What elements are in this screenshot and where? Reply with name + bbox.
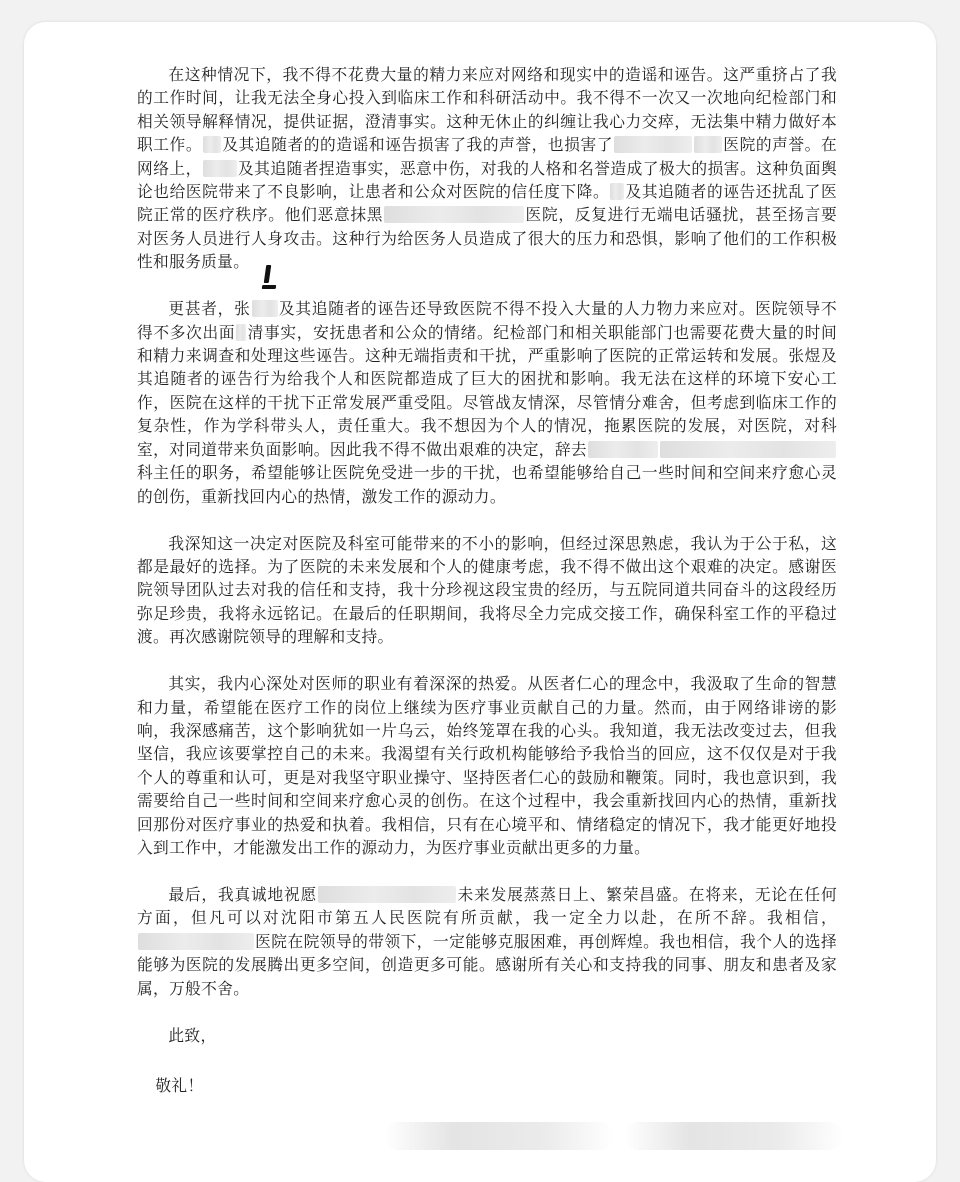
redacted-text bbox=[203, 136, 221, 153]
paragraph-text: 及其追随者的诬告还扰乱了医院正常的医疗秩序。他们恶意抹黑 bbox=[137, 182, 837, 225]
letter-body bbox=[137, 63, 837, 1097]
paragraph-text: 最后，我真诚地祝愿 bbox=[168, 884, 318, 904]
paragraph-text: 医院，反复进行无端电话骚扰，甚至扬言要对医务人员进行人身攻击。这种行为给医务人员造成了很大的压力和恐惧，影响了他们的工作积极性和服务质量。 bbox=[137, 205, 838, 272]
paragraph-text: 其实，我内心深处对医师的职业有着深深的热爱。从医者仁心的理念中，我汲取了生命的智慧和力量，希望能在医疗工作的岗位上继续为医疗事业贡献自己的力量。然而，由于网络诽谤的影响，我深感痛苦，这个影响犹如一片乌云，始终笼罩在我的心头。我知道，我无法改变过去，但我坚信，我应该要掌控自己的未来。我渴望有关行政机构能够给予我恰当的回应，这不仅仅是对于我个人的尊重和认可，更是对我坚守职业操守、坚持医者仁心的鼓励和鞭策。同时，我也意识到，我需要给自己一些时间和空间来疗愈心灵的创伤。在这个过程中，我会重新找回内心的热情，重新找回那份对医疗事业的热爱和执着。我相信，只有在心境平和、情绪稳定的情况下，我才能更好地投入到工作中，才能激发出工作的源动力，为医疗事业贡献出更多的力量。 bbox=[137, 674, 837, 857]
paragraph-text: 清事实，安抚患者和公众的情绪。纪检部门和相关职能部门也需要花费大量的时间和精力来调查和处理这些诬告。这种无端指责和干扰，严重影响了医院的正常运转和发展。张煜及其追随者的诬告行为给我个人和医院都造成了巨大的困扰和影响。我无法在这样的环境下安心工作，医院在这样的干扰下正常发展严重受阻。尽管战友情深，尽管情分难舍，但考虑到临床工作的复杂性，作为学科带头人，责任重大。我不想因为个人的情况，拖累医院的发展，对医院，对科室，对同道带来负面影响。因此我不得不做出艰难的决定，辞去 bbox=[137, 322, 837, 459]
paragraph-text: 更甚者，张 bbox=[168, 299, 251, 319]
paragraph-text: 科主任的职务，希望能够让医院免受进一步的干扰，也希望能够给自己一些时间和空间来疗愈心灵的创伤，重新找回内心的热情，激发工作的源动力。 bbox=[137, 463, 837, 506]
letter-paragraph bbox=[137, 297, 837, 508]
redacted-text bbox=[614, 136, 692, 153]
paragraph-text: 未来发展蒸蒸日上、繁荣昌盛。在将来，无论在任何方面，但凡可以对沈阳市第五人民医院有所贡献，我一定全力以赴，在所不辞。我相信， bbox=[137, 884, 837, 928]
letter-closing: 此致， bbox=[168, 1025, 217, 1045]
letter-paragraph bbox=[137, 672, 837, 859]
paragraph-text: 我深知这一决定对医院及科室可能带来的不小的影响，但经过深思熟虑，我认为于公于私，这都是最好的选择。为了医院的未来发展和个人的健康考虑，我不得不做出这个艰难的决定。感谢医院领导团队过去对我的信任和支持，我十分珍视这段宝贵的经历，与五院同道共同奋斗的这段经历弥足珍贵，我将永远铭记。在最后的任职期间，我将尽全力完成交接工作，确保科室工作的平稳过渡。再次感谢院领导的理解和支持。 bbox=[137, 533, 837, 647]
ink-mark bbox=[262, 285, 277, 289]
paragraph-text: 及其追随者捏造事实，恶意中伤，对我的人格和名誉造成了极大的损害。这种负面舆论也给医院带来了不良影响，让患者和公众对医院的信任度下降。 bbox=[137, 158, 837, 202]
redacted-text bbox=[138, 933, 254, 950]
paragraph-text: 在这种情况下，我不得不花费大量的精力来应对网络和现实中的造谣和诬告。这严重挤占了我的工作时间，让我无法全身心投入到临床工作和科研活动中。我不得不一次又一次地向纪检部门和相关领导解释情况，提供证据，澄清事实。这种无休止的纠缠让我心力交瘁，无法集中精力做好本职工作。 bbox=[137, 65, 837, 155]
letter-salutation: 敬礼！ bbox=[155, 1076, 204, 1095]
redacted-text bbox=[203, 160, 237, 177]
letter-paragraph bbox=[137, 883, 837, 1000]
redacted-text bbox=[318, 886, 456, 903]
redacted-text bbox=[588, 441, 658, 458]
redacted-text bbox=[694, 136, 722, 153]
letter-paragraph bbox=[137, 63, 837, 274]
redacted-text bbox=[610, 183, 624, 200]
paragraph-text: 及其追随者的诬告还导致医院不得不投入大量的人力物力来应对。医院领导不得不多次出面 bbox=[137, 299, 838, 342]
redacted-text bbox=[384, 206, 524, 223]
letter-paragraphs bbox=[137, 63, 837, 1000]
letter-page bbox=[24, 22, 936, 1182]
paragraph-text: 医院的声誉。在网络上， bbox=[137, 135, 837, 178]
redacted-text bbox=[660, 441, 836, 458]
signature-redacted bbox=[384, 1122, 614, 1150]
paragraph-text: 及其追随者的的造谣和诬告损害了我的声誉，也损害了 bbox=[222, 135, 614, 155]
date-redacted bbox=[624, 1122, 844, 1150]
redacted-text bbox=[236, 324, 246, 341]
redacted-text bbox=[252, 300, 278, 317]
paragraph-text: 医院在院领导的带领下，一定能够克服困难，再创辉煌。我也相信，我个人的选择能够为医院的发展腾出更多空间，创造更多可能。感谢所有关心和支持我的同事、朋友和患者及家属，万般不舍。 bbox=[137, 931, 837, 998]
letter-paragraph bbox=[137, 532, 837, 649]
